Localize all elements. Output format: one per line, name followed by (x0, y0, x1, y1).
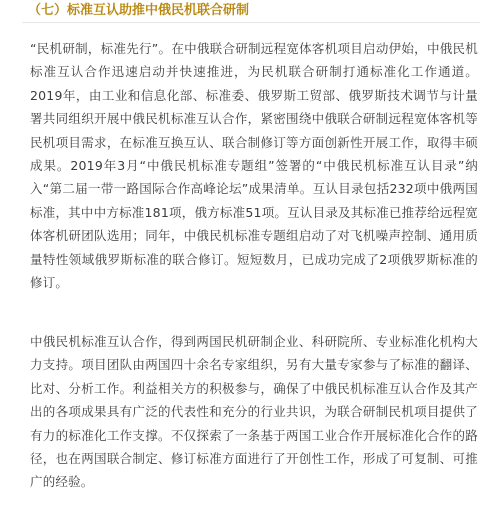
section-heading: （七）标准互认助推中俄民机联合研制 (28, 3, 250, 18)
paragraph-2: 中俄民机标准互认合作，得到两国民机研制企业、科研院所、专业标准化机构大力支持。项目团队由两国四十余名专家组织，另有大量专家参与了标准的翻译、比对、分析工作。利益相关方的积极参与，确保了中俄民机标准互认合作及其产出的各项成果具有广泛的代表性和充分的行业共识，为联合研制民机项目提供了有力的标准化工作支撑。不仅探索了一条基于两国工业合作开展标准化合作的路径，也在两国联合制定、修订标准方面进行了开创性工作，形成了可复制、可推广的经验。 (30, 334, 478, 490)
heading-divider (22, 22, 480, 23)
paragraph-1: “民机研制，标准先行”。在中俄联合研制远程宽体客机项目启动伊始，中俄民机标准互认合作迅速启动并快速推进，为民机联合研制打通标准化工作通道。2019年，由工业和信息化部、标准委、俄罗斯工贸部、俄罗斯技术调节与计量署共同组织开展中俄民机标准互认合作，紧密围绕中俄联合研制远程宽体客机等民机项目需求，在标准互换互认、联合制修订等方面创新性开展工作，取得丰硕成果。2019年3月“中俄民机标准专题组”签署的“中俄民机标准互认目录”纳入“第二届一带一路国际合作高峰论坛”成果清单。互认目录包括232项中俄两国标准，其中中方标准181项，俄方标准51项。互认目录及其标准已推荐给远程宽体客机研团队选用；同年，中俄民机标准专题组启动了对飞机噪声控制、通用质量特性领域俄罗斯标准的联合修订。短短数月，已成功完成了2项俄罗斯标准的修订。 (30, 41, 478, 291)
